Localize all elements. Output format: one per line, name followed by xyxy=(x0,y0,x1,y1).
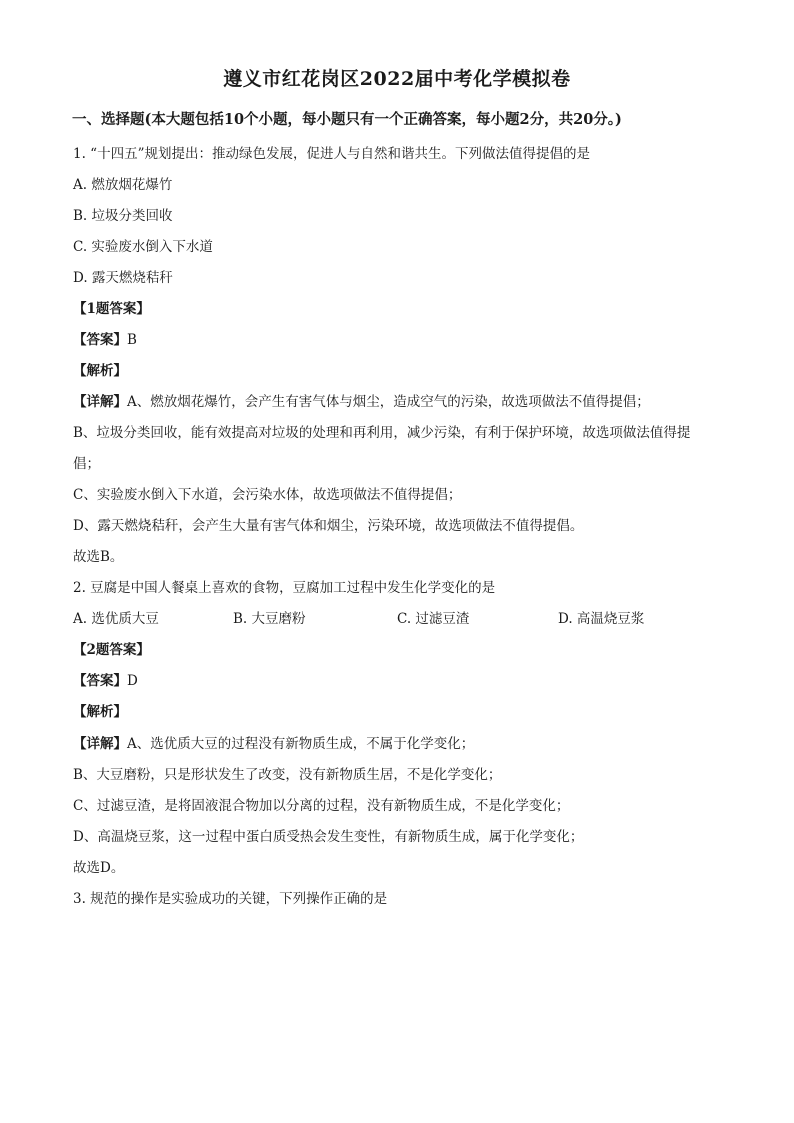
question-1-detail-line: 倡； xyxy=(73,456,100,472)
question-1-option-b: B. 垃圾分类回收 xyxy=(73,208,173,224)
question-1-option-a: A. 燃放烟花爆竹 xyxy=(73,177,173,193)
section-heading: 一、选择题(本大题包括10个小题，每小题只有一个正确答案，每小题2分，共20分。) xyxy=(72,111,622,128)
question-1-conclusion: 故选B。 xyxy=(73,549,124,565)
question-3-stem: 3. 规范的操作是实验成功的关键，下列操作正确的是 xyxy=(73,891,388,907)
question-1-answer-header: 【1题答案】 xyxy=(73,301,150,317)
question-2-option-d: D. 高温烧豆浆 xyxy=(558,611,645,627)
question-1-detail-line: C、实验废水倒入下水道，会污染水体，故选项做法不值得提倡； xyxy=(73,487,462,503)
question-2-option-c: C. 过滤豆渣 xyxy=(397,611,470,627)
answer-value: D xyxy=(127,673,138,689)
detail-tag: 【详解】 xyxy=(73,394,127,410)
page-title: 遵义市红花岗区2022届中考化学模拟卷 xyxy=(223,68,571,90)
question-2-stem: 2. 豆腐是中国人餐桌上喜欢的食物，豆腐加工过程中发生化学变化的是 xyxy=(73,580,496,596)
question-2-detail-line xyxy=(73,732,474,752)
question-2-option-a: A. 选优质大豆 xyxy=(73,611,159,627)
question-1-detail-line: D、露天燃烧秸秆，会产生大量有害气体和烟尘，污染环境，故选项做法不值得提倡。 xyxy=(73,518,584,534)
question-1-answer xyxy=(73,328,137,348)
detail-tag: 【详解】 xyxy=(73,736,127,752)
question-1-option-c: C. 实验废水倒入下水道 xyxy=(73,239,213,255)
question-1-option-d: D. 露天燃烧秸秆 xyxy=(73,270,173,286)
question-1-analysis-tag: 【解析】 xyxy=(73,363,127,379)
question-2-answer xyxy=(73,669,138,689)
question-1-detail-line xyxy=(73,390,650,410)
question-2-conclusion: 故选D。 xyxy=(73,860,125,876)
question-2-option-b: B. 大豆磨粉 xyxy=(233,611,306,627)
answer-tag: 【答案】 xyxy=(73,673,127,689)
question-1-detail-line: B、垃圾分类回收，能有效提高对垃圾的处理和再利用，减少污染，有利于保护环境，故选项做法值得提 xyxy=(73,425,691,441)
question-2-detail-line: B、大豆磨粉，只是形状发生了改变，没有新物质生居，不是化学变化； xyxy=(73,767,502,783)
detail-text: A、选优质大豆的过程没有新物质生成，不属于化学变化； xyxy=(127,736,475,752)
detail-text: A、燃放烟花爆竹，会产生有害气体与烟尘，造成空气的污染，故选项做法不值得提倡； xyxy=(127,394,650,410)
question-2-detail-line: D、高温烧豆浆，这一过程中蛋白质受热会发生变性，有新物质生成，属于化学变化； xyxy=(73,829,584,845)
question-2-answer-header: 【2题答案】 xyxy=(73,642,150,658)
answer-tag: 【答案】 xyxy=(73,332,127,348)
question-1-stem: 1. “十四五”规划提出：推动绿色发展，促进人与自然和谐共生。下列做法值得提倡的是 xyxy=(73,146,590,162)
question-2-detail-line: C、过滤豆渣，是将固液混合物加以分离的过程，没有新物质生成，不是化学变化； xyxy=(73,798,570,814)
question-2-analysis-tag: 【解析】 xyxy=(73,704,127,720)
answer-value: B xyxy=(127,332,137,348)
